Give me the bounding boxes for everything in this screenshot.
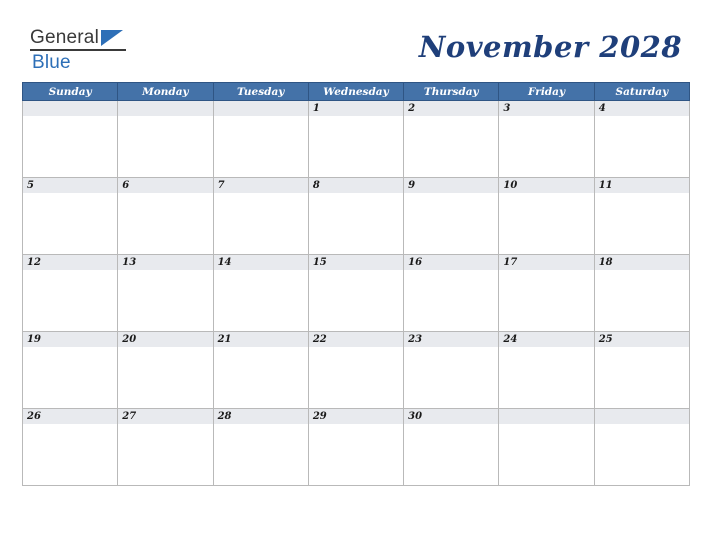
day-notes-area[interactable]	[499, 424, 593, 483]
day-notes-area[interactable]	[595, 270, 689, 329]
calendar-day-cell[interactable]	[404, 409, 499, 486]
day-notes-area[interactable]	[118, 347, 212, 406]
calendar-day-cell[interactable]	[499, 101, 594, 178]
calendar-week-row	[23, 178, 690, 255]
calendar-day-cell[interactable]	[308, 332, 403, 409]
calendar-day-cell[interactable]	[118, 255, 213, 332]
day-notes-area[interactable]	[309, 270, 403, 329]
page-title: November 2028	[418, 30, 682, 64]
day-number	[23, 101, 117, 116]
weekday-header-thursday: Thursday	[404, 83, 499, 101]
day-number: 19	[23, 332, 117, 347]
day-notes-area[interactable]	[23, 193, 117, 252]
day-number: 14	[214, 255, 308, 270]
day-notes-area[interactable]	[499, 270, 593, 329]
day-notes-area[interactable]	[214, 193, 308, 252]
day-number: 21	[214, 332, 308, 347]
day-notes-area[interactable]	[404, 270, 498, 329]
day-number: 28	[214, 409, 308, 424]
brand-name-blue: Blue	[32, 52, 71, 73]
day-notes-area[interactable]	[595, 424, 689, 483]
calendar-day-cell[interactable]	[594, 101, 689, 178]
calendar-day-cell[interactable]	[308, 101, 403, 178]
day-number: 9	[404, 178, 498, 193]
day-number: 5	[23, 178, 117, 193]
day-notes-area[interactable]	[309, 116, 403, 175]
calendar-day-cell[interactable]	[118, 409, 213, 486]
day-number: 26	[23, 409, 117, 424]
day-notes-area[interactable]	[214, 116, 308, 175]
day-notes-area[interactable]	[118, 424, 212, 483]
calendar-week-row	[23, 255, 690, 332]
day-notes-area[interactable]	[309, 193, 403, 252]
day-number: 23	[404, 332, 498, 347]
calendar-day-cell[interactable]	[499, 332, 594, 409]
calendar-grid	[22, 82, 690, 486]
calendar-day-cell[interactable]	[308, 178, 403, 255]
day-notes-area[interactable]	[23, 347, 117, 406]
day-notes-area[interactable]	[499, 347, 593, 406]
calendar-day-cell[interactable]	[308, 409, 403, 486]
day-notes-area[interactable]	[214, 424, 308, 483]
day-number: 13	[118, 255, 212, 270]
day-number: 10	[499, 178, 593, 193]
day-notes-area[interactable]	[23, 116, 117, 175]
day-number: 29	[309, 409, 403, 424]
brand-logo	[30, 28, 230, 76]
calendar-week-row	[23, 409, 690, 486]
day-number: 30	[404, 409, 498, 424]
calendar-day-cell[interactable]	[594, 409, 689, 486]
calendar-day-cell[interactable]	[404, 332, 499, 409]
calendar-week-row	[23, 101, 690, 178]
calendar-day-cell[interactable]	[118, 332, 213, 409]
weekday-header-friday: Friday	[499, 83, 594, 101]
day-number: 1	[309, 101, 403, 116]
calendar-day-cell[interactable]	[23, 178, 118, 255]
day-number: 22	[309, 332, 403, 347]
day-number: 8	[309, 178, 403, 193]
day-notes-area[interactable]	[595, 193, 689, 252]
weekday-header-saturday: Saturday	[594, 83, 689, 101]
day-notes-area[interactable]	[595, 116, 689, 175]
day-notes-area[interactable]	[23, 424, 117, 483]
day-notes-area[interactable]	[499, 193, 593, 252]
day-number	[499, 409, 593, 424]
day-number: 16	[404, 255, 498, 270]
weekday-header-sunday: Sunday	[23, 83, 118, 101]
day-number: 18	[595, 255, 689, 270]
day-number: 15	[309, 255, 403, 270]
calendar-week-row	[23, 332, 690, 409]
brand-name-general: General	[30, 27, 99, 48]
day-notes-area[interactable]	[214, 270, 308, 329]
calendar-day-cell[interactable]	[23, 409, 118, 486]
day-number: 6	[118, 178, 212, 193]
day-number: 7	[214, 178, 308, 193]
day-number: 17	[499, 255, 593, 270]
day-notes-area[interactable]	[214, 347, 308, 406]
weekday-header-monday: Monday	[118, 83, 213, 101]
day-notes-area[interactable]	[118, 270, 212, 329]
calendar-day-cell[interactable]	[404, 178, 499, 255]
calendar-day-cell[interactable]	[118, 101, 213, 178]
calendar-day-cell[interactable]	[213, 101, 308, 178]
day-number: 4	[595, 101, 689, 116]
day-number: 12	[23, 255, 117, 270]
calendar-day-cell[interactable]	[594, 332, 689, 409]
calendar-day-cell[interactable]	[594, 178, 689, 255]
day-number: 20	[118, 332, 212, 347]
day-notes-area[interactable]	[23, 270, 117, 329]
day-number: 27	[118, 409, 212, 424]
day-notes-area[interactable]	[499, 116, 593, 175]
day-number	[595, 409, 689, 424]
day-number: 25	[595, 332, 689, 347]
calendar-day-cell[interactable]	[23, 101, 118, 178]
calendar-day-cell[interactable]	[213, 255, 308, 332]
day-notes-area[interactable]	[404, 347, 498, 406]
calendar-header-row	[23, 83, 690, 101]
calendar-day-cell[interactable]	[404, 255, 499, 332]
weekday-header-wednesday: Wednesday	[308, 83, 403, 101]
day-notes-area[interactable]	[309, 347, 403, 406]
calendar-day-cell[interactable]	[23, 255, 118, 332]
day-number	[214, 101, 308, 116]
day-notes-area[interactable]	[404, 193, 498, 252]
calendar-day-cell[interactable]	[308, 255, 403, 332]
calendar-day-cell[interactable]	[213, 178, 308, 255]
day-number: 24	[499, 332, 593, 347]
calendar-day-cell[interactable]	[118, 178, 213, 255]
page-header	[30, 22, 682, 72]
calendar-day-cell[interactable]	[404, 101, 499, 178]
day-notes-area[interactable]	[595, 347, 689, 406]
calendar-day-cell[interactable]	[23, 332, 118, 409]
day-notes-area[interactable]	[309, 424, 403, 483]
calendar-day-cell[interactable]	[213, 332, 308, 409]
brand-underline	[30, 49, 126, 51]
calendar-day-cell[interactable]	[213, 409, 308, 486]
triangle-flag-icon	[101, 30, 123, 46]
day-notes-area[interactable]	[404, 116, 498, 175]
day-number: 2	[404, 101, 498, 116]
calendar-day-cell[interactable]	[594, 255, 689, 332]
calendar-day-cell[interactable]	[499, 178, 594, 255]
day-number	[118, 101, 212, 116]
calendar-day-cell[interactable]	[499, 409, 594, 486]
weekday-header-tuesday: Tuesday	[213, 83, 308, 101]
day-notes-area[interactable]	[118, 193, 212, 252]
day-number: 11	[595, 178, 689, 193]
day-notes-area[interactable]	[118, 116, 212, 175]
calendar-day-cell[interactable]	[499, 255, 594, 332]
day-number: 3	[499, 101, 593, 116]
day-notes-area[interactable]	[404, 424, 498, 483]
